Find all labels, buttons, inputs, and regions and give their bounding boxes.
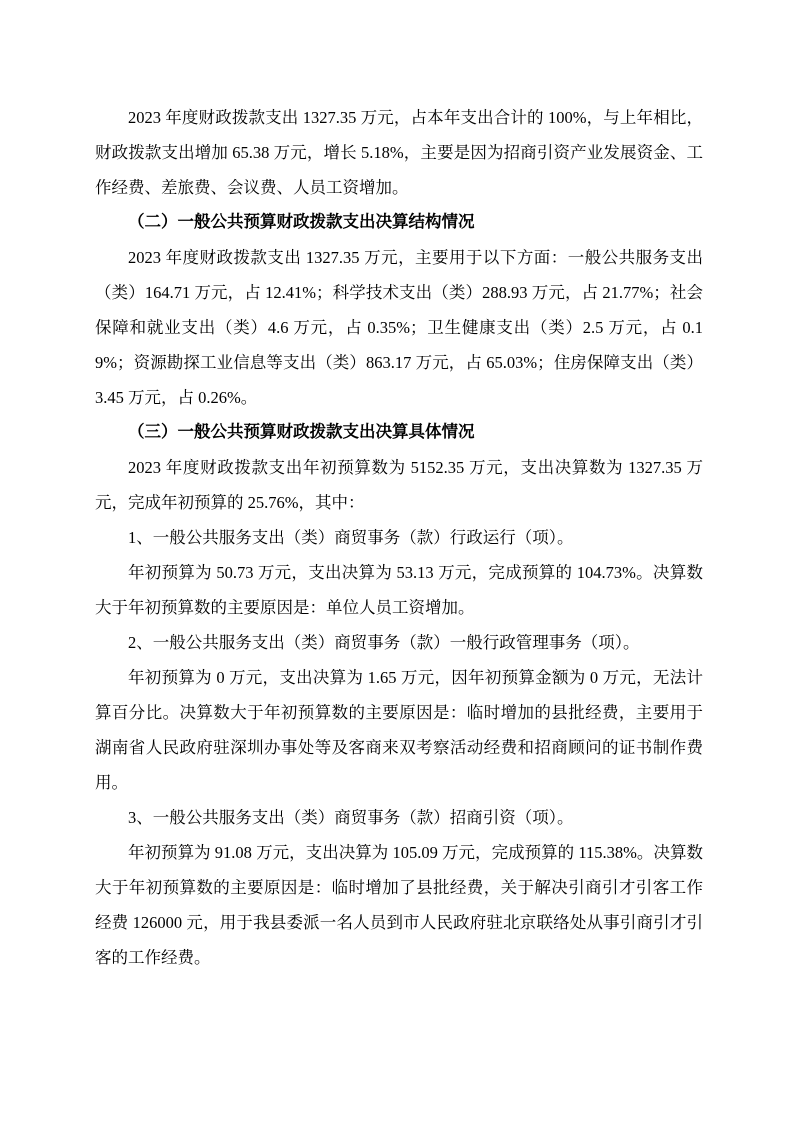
- document-body: [95, 100, 703, 975]
- section-heading-2: （二）一般公共预算财政拨款支出决算结构情况: [128, 213, 475, 231]
- section-heading-3: （三）一般公共预算财政拨款支出决算具体情况: [128, 423, 475, 441]
- paragraph-expenditure-structure: 2023 年度财政拨款支出 1327.35 万元，主要用于以下方面：一般公共服务支出（类）164.71 万元，占 12.41%；科学技术支出（类）288.93 万元，占 21.77%；社会保障和就业支出（类）4.6 万元，占 0.35%；卫生健康支出（类）2.5 万元，占 0.19%；资源勘探工业信息等支出（类）863.17 万元，占 65.03%；住房保障支出（类）3.45 万元，占 0.26%。: [95, 248, 703, 407]
- paragraph-fiscal-expenditure-summary: 2023 年度财政拨款支出 1327.35 万元，占本年支出合计的 100%，与上年相比，财政拨款支出增加 65.38 万元，增长 5.18%，主要是因为招商引资产业发展资金、工作经费、差旅费、会议费、人员工资增加。: [95, 108, 703, 197]
- paragraph-item-2-detail: 年初预算为 0 万元，支出决算为 1.65 万元，因年初预算金额为 0 万元，无法计算百分比。决算数大于年初预算数的主要原因是：临时增加的县批经费，主要用于湖南省人民政府驻深圳办事处等及客商来双考察活动经费和招商顾问的证书制作费用。: [95, 668, 703, 792]
- paragraph-item-2-title: 2、一般公共服务支出（类）商贸事务（款）一般行政管理事务（项）。: [128, 633, 640, 652]
- paragraph-item-1-detail: 年初预算为 50.73 万元，支出决算为 53.13 万元，完成预算的 104.73%。决算数大于年初预算数的主要原因是：单位人员工资增加。: [95, 563, 703, 617]
- paragraph-budget-overview: 2023 年度财政拨款支出年初预算数为 5152.35 万元，支出决算数为 1327.35 万元，完成年初预算的 25.76%，其中：: [95, 458, 703, 512]
- paragraph-item-1-title: 1、一般公共服务支出（类）商贸事务（款）行政运行（项）。: [128, 528, 574, 547]
- paragraph-item-3-title: 3、一般公共服务支出（类）商贸事务（款）招商引资（项）。: [128, 808, 574, 827]
- paragraph-item-3-detail: 年初预算为 91.08 万元，支出决算为 105.09 万元，完成预算的 115.38%。决算数大于年初预算数的主要原因是：临时增加了县批经费，关于解决引商引才引客工作经费 126000 元，用于我县委派一名人员到市人民政府驻北京联络处从事引商引才引客的工作经费。: [95, 843, 703, 967]
